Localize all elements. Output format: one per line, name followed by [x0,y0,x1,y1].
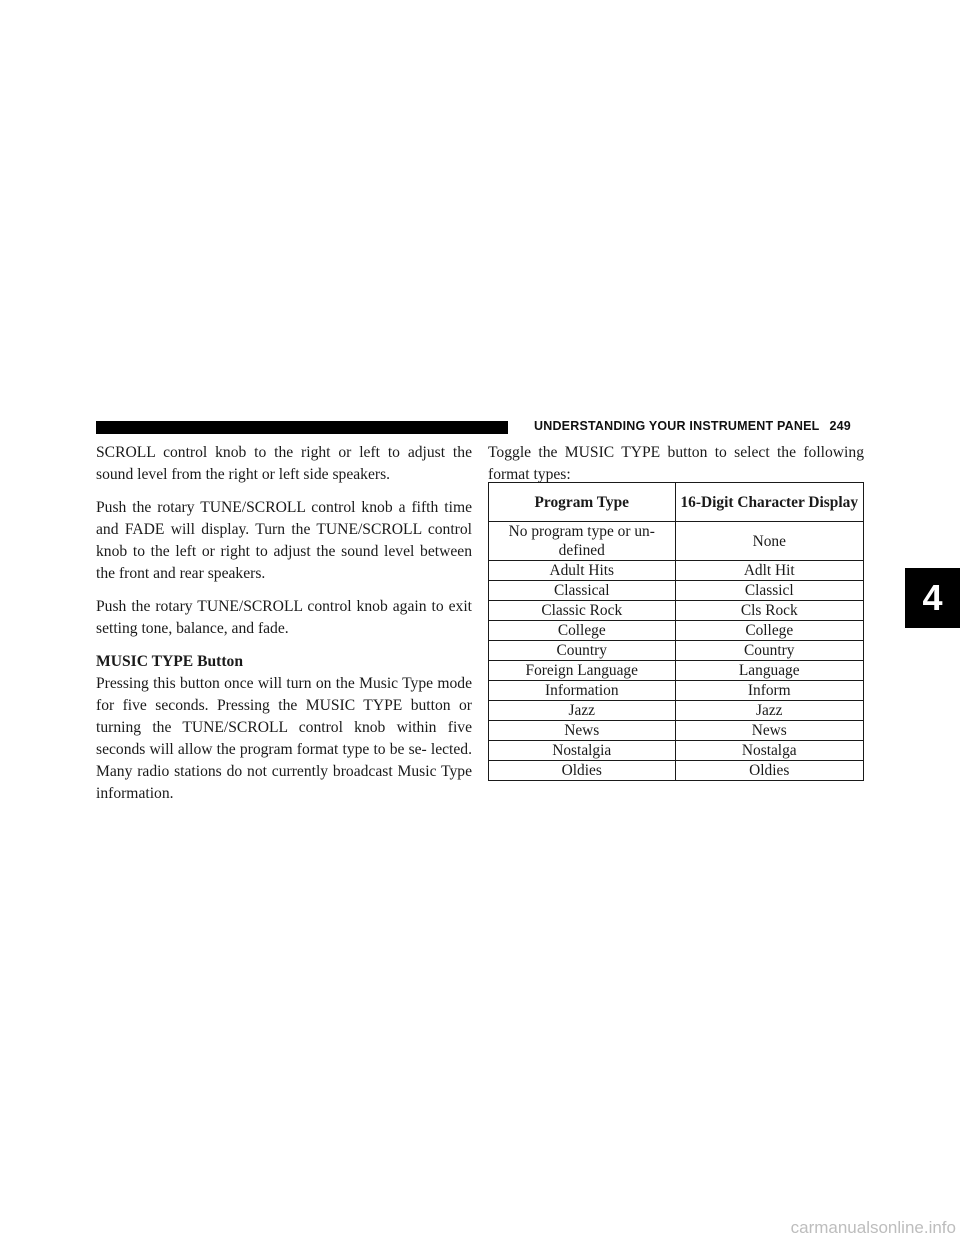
left-column [96,442,472,805]
table-row [489,621,864,641]
table-row [489,641,864,661]
program-type-cell: Classic Rock [489,601,676,621]
table-row [489,561,864,581]
display-cell: Oldies [675,761,863,781]
right-column [488,442,864,486]
table-header-row [489,483,864,522]
display-cell: Nostalga [675,741,863,761]
music-type-table [488,482,864,781]
program-type-cell: Nostalgia [489,741,676,761]
paragraph-exit-setting: Push the rotary TUNE/SCROLL control knob again to exit setting tone, balance, and fade. [96,598,472,637]
table-row [489,721,864,741]
paragraph-music-type: Pressing this button once will turn on the Music Type mode for five seconds. Pressing the MUSIC TYPE button or turning the TUNE/SCROLL control knob within five seconds will allow the program format type to be se- lected. Many radio stations do not currently broadcast Music Type information. [96,675,472,802]
program-type-cell: Oldies [489,761,676,781]
display-cell: Adlt Hit [675,561,863,581]
display-cell: Inform [675,681,863,701]
watermark-link[interactable]: carmanualsonline.info [790,1218,956,1237]
program-type-cell: Adult Hits [489,561,676,581]
table-row [489,581,864,601]
table-row [489,522,864,561]
header-rule-bar [96,421,508,434]
program-type-cell: Country [489,641,676,661]
paragraph-fade: Push the rotary TUNE/SCROLL control knob a fifth time and FADE will display. Turn the TUNE/SCROLL control knob to the left or right to adjust the sound level between the front and rear speakers. [96,499,472,582]
paragraph-scroll-balance: SCROLL control knob to the right or left to adjust the sound level from the right or left side speakers. [96,444,472,483]
display-cell: Cls Rock [675,601,863,621]
program-type-cell: Information [489,681,676,701]
program-type-cell: College [489,621,676,641]
program-type-cell: Foreign Language [489,661,676,681]
table-row [489,681,864,701]
table-intro: Toggle the MUSIC TYPE button to select the following format types: [488,444,864,483]
table-row [489,661,864,681]
display-cell: Classicl [675,581,863,601]
table-row [489,741,864,761]
program-type-cell: No program type or un- defined [489,522,676,561]
table-row [489,601,864,621]
program-type-cell: Classical [489,581,676,601]
display-cell: Language [675,661,863,681]
table-row [489,701,864,721]
running-header [534,419,851,433]
header-program-type: Program Type [489,483,676,522]
subheading-music-type: MUSIC TYPE Button [96,653,244,670]
display-cell: College [675,621,863,641]
section-title: UNDERSTANDING YOUR INSTRUMENT PANEL [534,419,820,433]
chapter-tab: 4 [905,568,960,628]
program-type-cell: Jazz [489,701,676,721]
display-cell: News [675,721,863,741]
page-number: 249 [829,419,851,433]
header-character-display: 16-Digit Character Display [675,483,863,522]
program-type-cell: News [489,721,676,741]
display-cell: Jazz [675,701,863,721]
table-row [489,761,864,781]
display-cell: None [675,522,863,561]
display-cell: Country [675,641,863,661]
